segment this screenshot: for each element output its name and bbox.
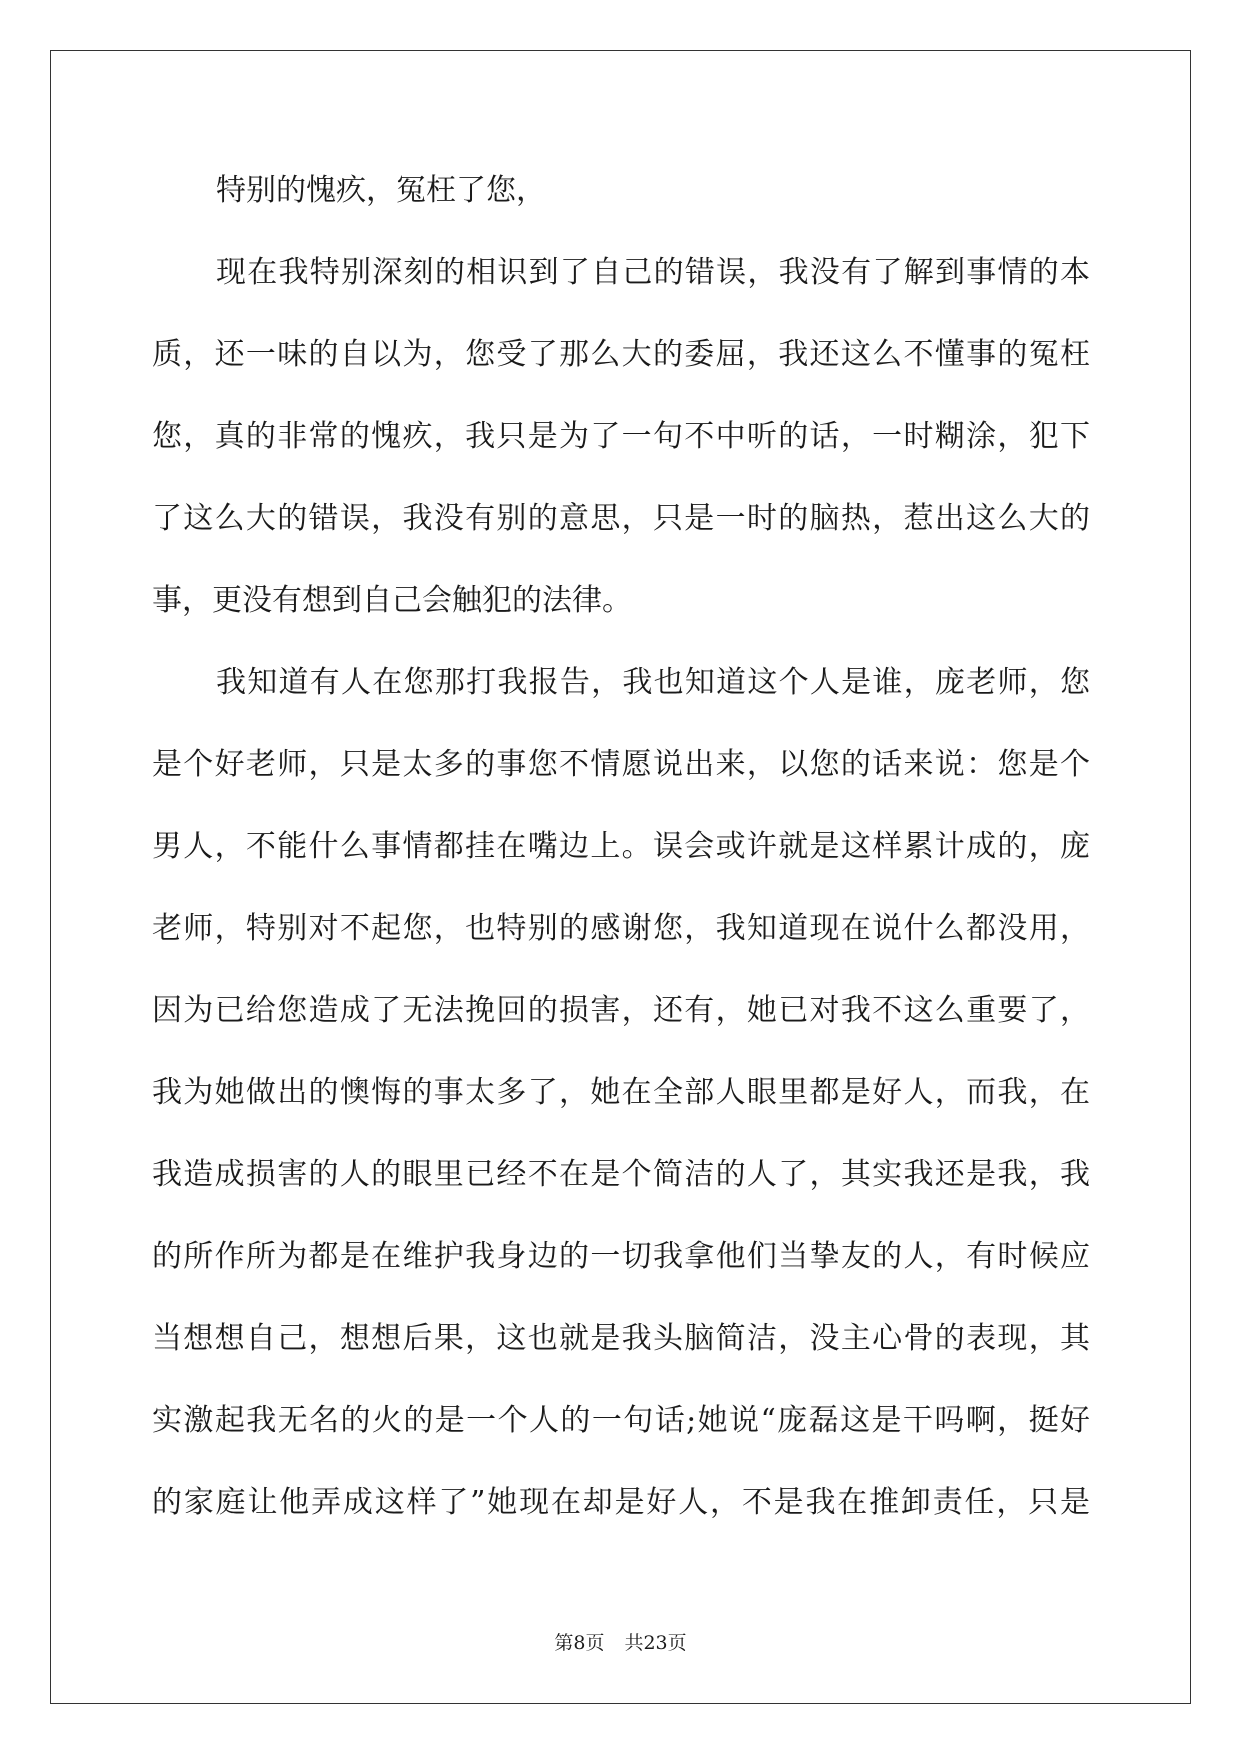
total-pages: 共23页 xyxy=(624,1632,687,1654)
text-line: 我知道有人在您那打我报告，我也知道这个人是谁，庞老师，您 xyxy=(216,665,1090,700)
text-line: 您，真的非常的愧疚，我只是为了一句不中听的话，一时糊涂，犯下 xyxy=(152,419,1090,454)
text-line: 当想想自己，想想后果，这也就是我头脑简洁，没主心骨的表现，其 xyxy=(152,1321,1090,1356)
text-line: 男人，不能什么事情都挂在嘴边上。误会或许就是这样累计成的，庞 xyxy=(152,829,1090,864)
text-line: 我为她做出的懊悔的事太多了，她在全部人眼里都是好人，而我，在 xyxy=(152,1075,1090,1110)
text-line: 老师，特别对不起您，也特别的感谢您，我知道现在说什么都没用， xyxy=(152,911,1090,946)
text-line: 的所作所为都是在维护我身边的一切我拿他们当挚友的人，有时候应 xyxy=(152,1239,1090,1274)
text-line: 因为已给您造成了无法挽回的损害，还有，她已对我不这么重要了， xyxy=(152,993,1090,1028)
text-line: 的家庭让他弄成这样了”她现在却是好人，不是我在推卸责任，只是 xyxy=(152,1485,1090,1520)
page-footer xyxy=(0,1628,1241,1655)
text-line: 质，还一味的自以为，您受了那么大的委屈，我还这么不懂事的冤枉 xyxy=(152,337,1090,372)
text-line: 是个好老师，只是太多的事您不情愿说出来，以您的话来说：您是个 xyxy=(152,747,1090,782)
text-line: 事，更没有想到自己会触犯的法律。 xyxy=(152,583,632,618)
document-body xyxy=(152,150,1090,1544)
text-line: 实激起我无名的火的是一个人的一句话;她说“庞磊这是干吗啊，挺好 xyxy=(152,1403,1090,1438)
text-line: 现在我特别深刻的相识到了自己的错误，我没有了解到事情的本 xyxy=(216,255,1090,290)
text-line: 特别的愧疚，冤枉了您， xyxy=(216,173,546,208)
current-page-number: 第8页 xyxy=(554,1632,605,1654)
text-line: 我造成损害的人的眼里已经不在是个简洁的人了，其实我还是我，我 xyxy=(152,1157,1090,1192)
text-line: 了这么大的错误，我没有别的意思，只是一时的脑热，惹出这么大的 xyxy=(152,501,1090,536)
